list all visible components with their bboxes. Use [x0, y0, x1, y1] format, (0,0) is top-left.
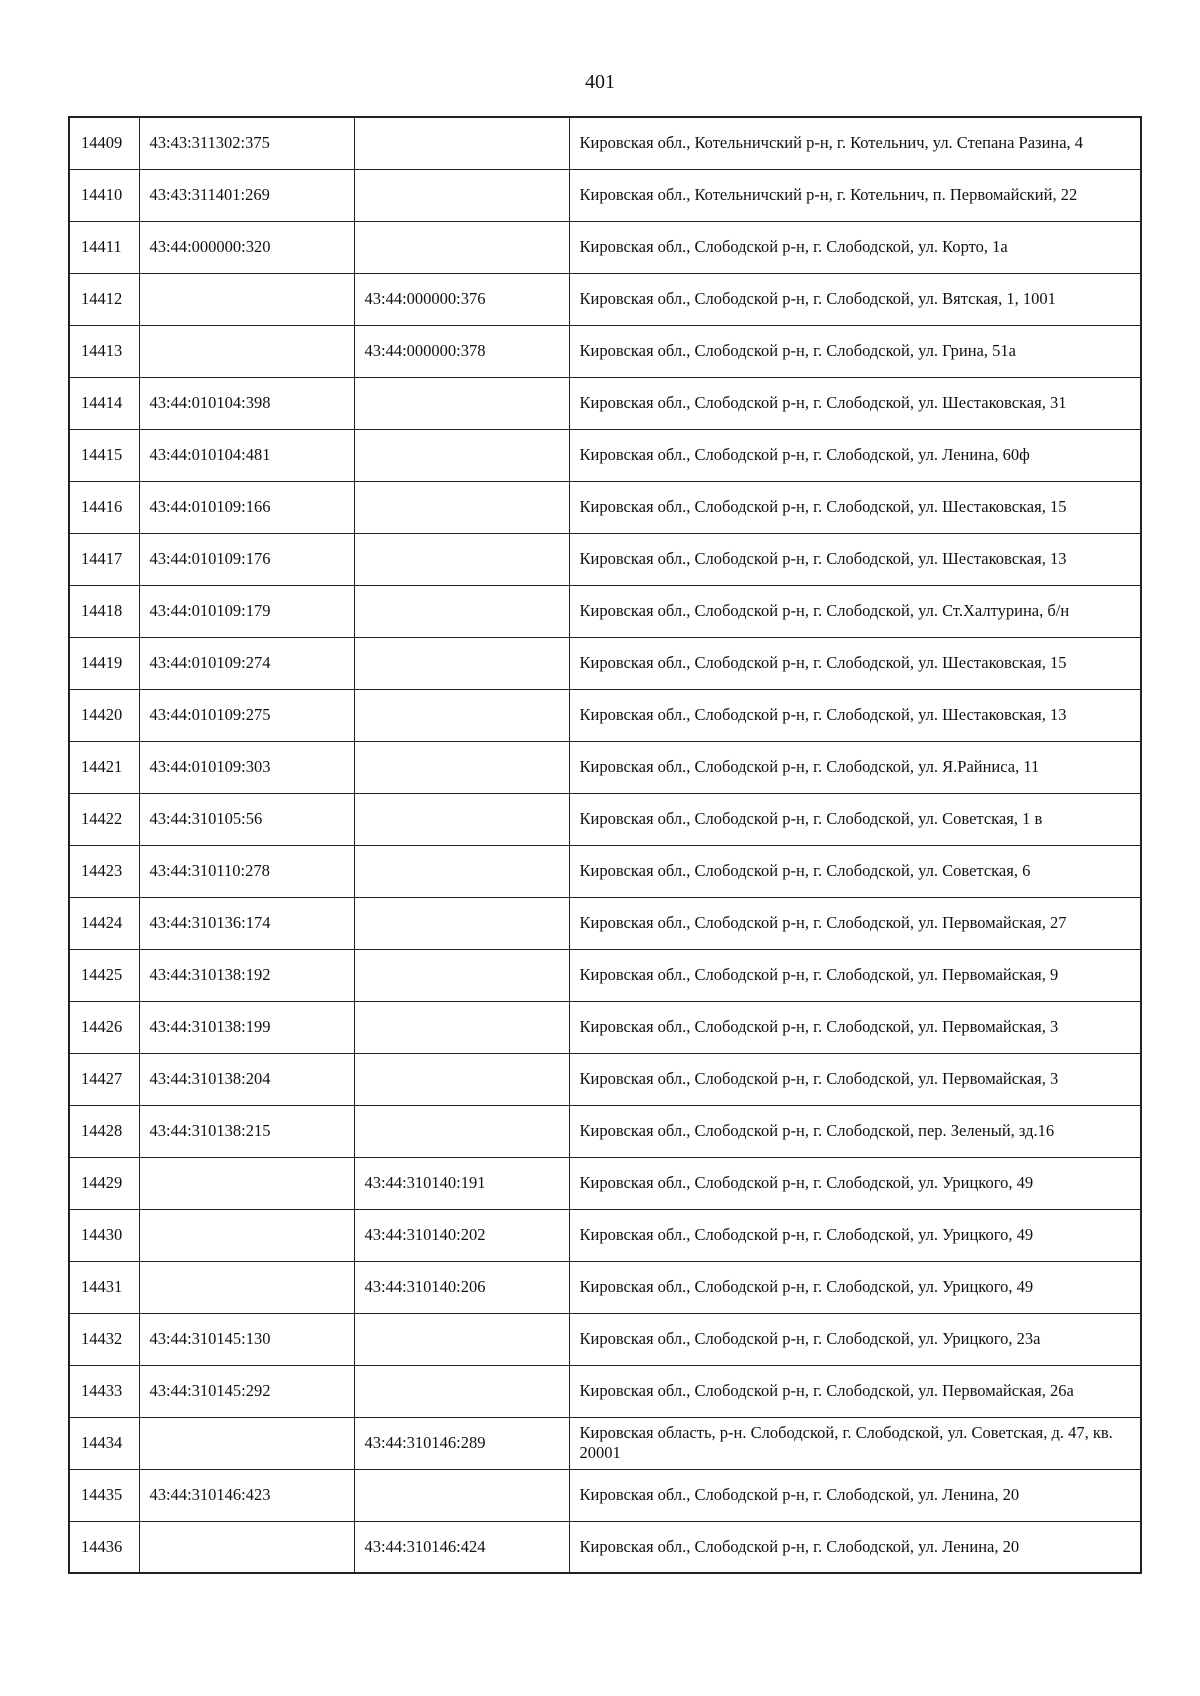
- table-row: [69, 221, 1141, 273]
- address-cell: Кировская обл., Слободской р-н, г. Слободской, ул. Советская, 1 в: [569, 793, 1141, 845]
- cadastral-number-alt-cell: [354, 585, 569, 637]
- table-row: [69, 169, 1141, 221]
- row-number-cell: 14428: [69, 1105, 139, 1157]
- row-number-cell: 14432: [69, 1313, 139, 1365]
- address-cell: Кировская обл., Слободской р-н, г. Слободской, ул. Шестаковская, 13: [569, 533, 1141, 585]
- address-cell: Кировская обл., Слободской р-н, г. Слободской, ул. Ленина, 60ф: [569, 429, 1141, 481]
- cadastral-number-cell: 43:44:010109:303: [139, 741, 354, 793]
- cadastral-number-alt-cell: [354, 1469, 569, 1521]
- cadastral-number-cell: 43:44:310145:292: [139, 1365, 354, 1417]
- registry-body: [69, 117, 1141, 1573]
- address-cell: Кировская обл., Котельничский р-н, г. Котельнич, п. Первомайский, 22: [569, 169, 1141, 221]
- table-row: [69, 1001, 1141, 1053]
- cadastral-number-cell: [139, 325, 354, 377]
- table-row: [69, 949, 1141, 1001]
- cadastral-number-alt-cell: [354, 897, 569, 949]
- address-cell: Кировская обл., Слободской р-н, г. Слободской, ул. Ленина, 20: [569, 1469, 1141, 1521]
- cadastral-number-cell: 43:44:010104:481: [139, 429, 354, 481]
- cadastral-number-alt-cell: [354, 1053, 569, 1105]
- address-cell: Кировская обл., Слободской р-н, г. Слободской, ул. Корто, 1а: [569, 221, 1141, 273]
- table-row: [69, 1209, 1141, 1261]
- cadastral-number-cell: 43:44:310138:215: [139, 1105, 354, 1157]
- cadastral-number-cell: 43:44:310105:56: [139, 793, 354, 845]
- cadastral-number-cell: [139, 1521, 354, 1573]
- table-row: [69, 429, 1141, 481]
- address-cell: Кировская обл., Котельничский р-н, г. Котельнич, ул. Степана Разина, 4: [569, 117, 1141, 169]
- cadastral-number-alt-cell: [354, 481, 569, 533]
- cadastral-number-alt-cell: [354, 741, 569, 793]
- cadastral-number-cell: 43:44:010104:398: [139, 377, 354, 429]
- table-row: [69, 273, 1141, 325]
- cadastral-number-cell: 43:44:010109:176: [139, 533, 354, 585]
- cadastral-number-cell: 43:43:311302:375: [139, 117, 354, 169]
- cadastral-number-cell: 43:43:311401:269: [139, 169, 354, 221]
- cadastral-number-cell: 43:44:310136:174: [139, 897, 354, 949]
- address-cell: Кировская обл., Слободской р-н, г. Слободской, ул. Вятская, 1, 1001: [569, 273, 1141, 325]
- address-cell: Кировская обл., Слободской р-н, г. Слободской, пер. Зеленый, зд.16: [569, 1105, 1141, 1157]
- row-number-cell: 14430: [69, 1209, 139, 1261]
- row-number-cell: 14413: [69, 325, 139, 377]
- address-cell: Кировская обл., Слободской р-н, г. Слободской, ул. Первомайская, 27: [569, 897, 1141, 949]
- cadastral-number-cell: [139, 1417, 354, 1469]
- cadastral-number-cell: [139, 1157, 354, 1209]
- address-cell: Кировская обл., Слободской р-н, г. Слободской, ул. Шестаковская, 15: [569, 637, 1141, 689]
- row-number-cell: 14425: [69, 949, 139, 1001]
- row-number-cell: 14419: [69, 637, 139, 689]
- address-cell: Кировская обл., Слободской р-н, г. Слободской, ул. Урицкого, 49: [569, 1209, 1141, 1261]
- cadastral-number-alt-cell: [354, 429, 569, 481]
- row-number-cell: 14412: [69, 273, 139, 325]
- table-row: [69, 585, 1141, 637]
- cadastral-number-alt-cell: [354, 949, 569, 1001]
- cadastral-number-alt-cell: [354, 1001, 569, 1053]
- row-number-cell: 14434: [69, 1417, 139, 1469]
- cadastral-number-alt-cell: 43:44:310146:424: [354, 1521, 569, 1573]
- address-cell: Кировская обл., Слободской р-н, г. Слободской, ул. Урицкого, 49: [569, 1157, 1141, 1209]
- table-row: [69, 481, 1141, 533]
- address-cell: Кировская обл., Слободской р-н, г. Слободской, ул. Урицкого, 49: [569, 1261, 1141, 1313]
- cadastral-number-alt-cell: [354, 377, 569, 429]
- row-number-cell: 14433: [69, 1365, 139, 1417]
- cadastral-number-alt-cell: 43:44:310140:206: [354, 1261, 569, 1313]
- cadastral-number-alt-cell: 43:44:310140:202: [354, 1209, 569, 1261]
- table-row: [69, 1417, 1141, 1469]
- address-cell: Кировская обл., Слободской р-н, г. Слободской, ул. Ленина, 20: [569, 1521, 1141, 1573]
- cadastral-number-alt-cell: [354, 117, 569, 169]
- cadastral-number-alt-cell: 43:44:000000:376: [354, 273, 569, 325]
- table-row: [69, 117, 1141, 169]
- cadastral-number-alt-cell: [354, 533, 569, 585]
- address-cell: Кировская обл., Слободской р-н, г. Слободской, ул. Я.Райниса, 11: [569, 741, 1141, 793]
- address-cell: Кировская обл., Слободской р-н, г. Слободской, ул. Шестаковская, 13: [569, 689, 1141, 741]
- cadastral-number-alt-cell: 43:44:000000:378: [354, 325, 569, 377]
- row-number-cell: 14417: [69, 533, 139, 585]
- cadastral-number-cell: 43:44:010109:275: [139, 689, 354, 741]
- row-number-cell: 14410: [69, 169, 139, 221]
- table-row: [69, 897, 1141, 949]
- row-number-cell: 14429: [69, 1157, 139, 1209]
- row-number-cell: 14409: [69, 117, 139, 169]
- row-number-cell: 14411: [69, 221, 139, 273]
- cadastral-number-alt-cell: [354, 689, 569, 741]
- row-number-cell: 14436: [69, 1521, 139, 1573]
- table-row: [69, 741, 1141, 793]
- address-cell: Кировская обл., Слободской р-н, г. Слободской, ул. Советская, 6: [569, 845, 1141, 897]
- cadastral-number-cell: 43:44:310138:192: [139, 949, 354, 1001]
- table-row: [69, 845, 1141, 897]
- cadastral-number-cell: [139, 273, 354, 325]
- cadastral-number-cell: 43:44:310138:204: [139, 1053, 354, 1105]
- address-cell: Кировская обл., Слободской р-н, г. Слободской, ул. Первомайская, 3: [569, 1053, 1141, 1105]
- row-number-cell: 14418: [69, 585, 139, 637]
- cadastral-number-cell: [139, 1261, 354, 1313]
- cadastral-number-cell: [139, 1209, 354, 1261]
- cadastral-number-alt-cell: 43:44:310146:289: [354, 1417, 569, 1469]
- registry-table: [68, 116, 1142, 1574]
- cadastral-number-cell: 43:44:310138:199: [139, 1001, 354, 1053]
- cadastral-number-cell: 43:44:310145:130: [139, 1313, 354, 1365]
- cadastral-number-alt-cell: [354, 169, 569, 221]
- cadastral-number-alt-cell: [354, 221, 569, 273]
- table-row: [69, 1261, 1141, 1313]
- cadastral-number-alt-cell: [354, 1105, 569, 1157]
- address-cell: Кировская обл., Слободской р-н, г. Слободской, ул. Шестаковская, 31: [569, 377, 1141, 429]
- cadastral-number-alt-cell: [354, 1313, 569, 1365]
- row-number-cell: 14416: [69, 481, 139, 533]
- cadastral-number-cell: 43:44:010109:166: [139, 481, 354, 533]
- address-cell: Кировская обл., Слободской р-н, г. Слободской, ул. Грина, 51а: [569, 325, 1141, 377]
- cadastral-number-cell: 43:44:000000:320: [139, 221, 354, 273]
- row-number-cell: 14435: [69, 1469, 139, 1521]
- table-row: [69, 1105, 1141, 1157]
- page-number: 401: [585, 71, 615, 93]
- row-number-cell: 14423: [69, 845, 139, 897]
- table-row: [69, 689, 1141, 741]
- cadastral-number-alt-cell: [354, 845, 569, 897]
- table-row: [69, 1469, 1141, 1521]
- address-cell: Кировская обл., Слободской р-н, г. Слободской, ул. Первомайская, 9: [569, 949, 1141, 1001]
- table-row: [69, 1313, 1141, 1365]
- cadastral-number-alt-cell: [354, 637, 569, 689]
- table-row: [69, 793, 1141, 845]
- table-row: [69, 1157, 1141, 1209]
- table-row: [69, 1521, 1141, 1573]
- table-row: [69, 377, 1141, 429]
- address-cell: Кировская обл., Слободской р-н, г. Слободской, ул. Урицкого, 23а: [569, 1313, 1141, 1365]
- table-row: [69, 325, 1141, 377]
- cadastral-number-alt-cell: [354, 793, 569, 845]
- row-number-cell: 14424: [69, 897, 139, 949]
- table-row: [69, 637, 1141, 689]
- row-number-cell: 14420: [69, 689, 139, 741]
- row-number-cell: 14422: [69, 793, 139, 845]
- cadastral-number-cell: 43:44:310110:278: [139, 845, 354, 897]
- address-cell: Кировская обл., Слободской р-н, г. Слободской, ул. Первомайская, 26а: [569, 1365, 1141, 1417]
- address-cell: Кировская обл., Слободской р-н, г. Слободской, ул. Ст.Халтурина, б/н: [569, 585, 1141, 637]
- table-row: [69, 1365, 1141, 1417]
- cadastral-number-cell: 43:44:310146:423: [139, 1469, 354, 1521]
- cadastral-number-alt-cell: [354, 1365, 569, 1417]
- address-cell: Кировская область, р-н. Слободской, г. Слободской, ул. Советская, д. 47, кв. 20001: [569, 1417, 1141, 1469]
- row-number-cell: 14431: [69, 1261, 139, 1313]
- table-row: [69, 533, 1141, 585]
- row-number-cell: 14415: [69, 429, 139, 481]
- row-number-cell: 14414: [69, 377, 139, 429]
- row-number-cell: 14421: [69, 741, 139, 793]
- cadastral-number-cell: 43:44:010109:179: [139, 585, 354, 637]
- address-cell: Кировская обл., Слободской р-н, г. Слободской, ул. Первомайская, 3: [569, 1001, 1141, 1053]
- table-row: [69, 1053, 1141, 1105]
- cadastral-number-alt-cell: 43:44:310140:191: [354, 1157, 569, 1209]
- row-number-cell: 14426: [69, 1001, 139, 1053]
- address-cell: Кировская обл., Слободской р-н, г. Слободской, ул. Шестаковская, 15: [569, 481, 1141, 533]
- row-number-cell: 14427: [69, 1053, 139, 1105]
- cadastral-number-cell: 43:44:010109:274: [139, 637, 354, 689]
